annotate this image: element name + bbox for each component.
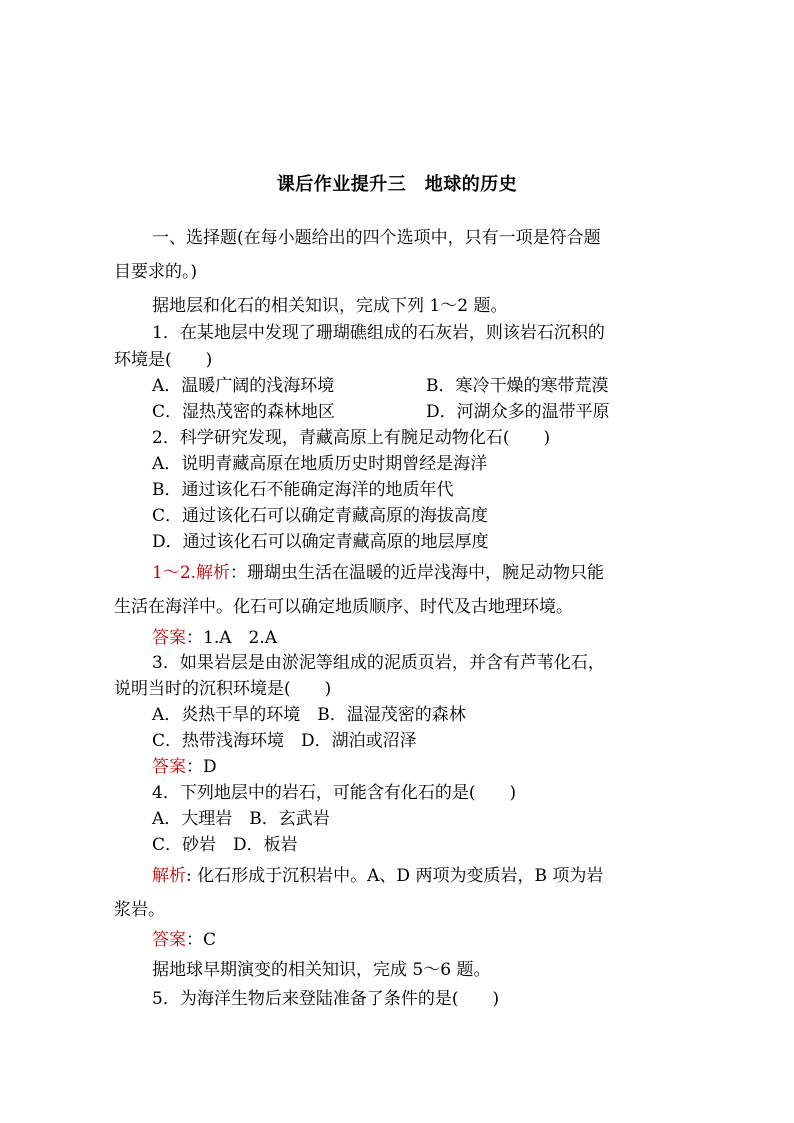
- explanation-1-2: [152, 563, 604, 583]
- section-heading-cont: 目要求的。): [114, 262, 198, 282]
- q3-options-ab: A．炎热干旱的环境 B．温湿茂密的森林: [152, 705, 466, 725]
- q1-option-b: B．寒冷干燥的寒带荒漠: [426, 376, 609, 396]
- intro-1-2: 据地层和化石的相关知识，完成下列 1～2 题。: [152, 296, 508, 316]
- answer-1-2: [152, 628, 277, 648]
- section-heading: 一、选择题(在每小题给出的四个选项中，只有一项是符合题: [152, 228, 601, 248]
- question-5: 5．为海洋生物后来登陆准备了条件的是( ): [152, 989, 500, 1009]
- answer-3: [152, 757, 217, 777]
- answer-label: 答案: [152, 628, 186, 648]
- question-2: 2．科学研究发现，青藏高原上有腕足动物化石( ): [152, 428, 551, 448]
- explanation-text: ：珊瑚虫生活在温暖的近岸浅海中，腕足动物只能: [230, 563, 605, 583]
- q2-option-d: D．通过该化石可以确定青藏高原的地层厚度: [152, 532, 489, 552]
- answer-text: ：1.A 2.A: [186, 628, 277, 648]
- explanation-4-cont: 浆岩。: [114, 900, 165, 920]
- q2-option-a: A．说明青藏高原在地质历史时期曾经是海洋: [152, 454, 488, 474]
- question-4: 4．下列地层中的岩石，可能含有化石的是( ): [152, 783, 517, 803]
- q4-options-ab: A．大理岩 B．玄武岩: [152, 809, 330, 829]
- answer-4: [152, 930, 216, 950]
- answer-text: ：D: [186, 757, 217, 777]
- question-3: 3．如果岩层是由淤泥等组成的泥质页岩，并含有芦苇化石，: [152, 653, 605, 673]
- explanation-1-2-cont: 生活在海洋中。化石可以确定地质顺序、时代及古地理环境。: [114, 597, 573, 617]
- explanation-text: : 化石形成于沉积岩中。A、D 两项为变质岩，B 项为岩: [186, 866, 604, 886]
- q1-option-a: A．温暖广阔的浅海环境: [152, 376, 335, 396]
- answer-label: 答案: [152, 757, 186, 777]
- explanation-4: [152, 866, 603, 886]
- question-3-cont: 说明当时的沉积环境是( ): [114, 679, 332, 699]
- answer-label: 答案: [152, 930, 186, 950]
- explanation-label: 1～2.解析: [152, 563, 231, 583]
- answer-text: ：C: [186, 930, 217, 950]
- intro-5-6: 据地球早期演变的相关知识，完成 5～6 题。: [152, 960, 491, 980]
- q1-option-d: D．河湖众多的温带平原: [426, 402, 610, 422]
- q1-option-c: C．湿热茂密的森林地区: [152, 402, 336, 422]
- explanation-label: 解析: [152, 866, 186, 886]
- question-1: 1．在某地层中发现了珊瑚礁组成的石灰岩，则该岩石沉积的: [152, 323, 605, 343]
- q3-options-cd: C．热带浅海环境 D．湖泊或沼泽: [152, 731, 417, 751]
- question-1-cont: 环境是( ): [114, 350, 213, 370]
- page-title: 课后作业提升三 地球的历史: [276, 174, 518, 195]
- q2-option-c: C．通过该化石可以确定青藏高原的海拔高度: [152, 506, 489, 526]
- q4-options-cd: C．砂岩 D．板岩: [152, 835, 298, 855]
- q2-option-b: B．通过该化石不能确定海洋的地质年代: [152, 480, 454, 500]
